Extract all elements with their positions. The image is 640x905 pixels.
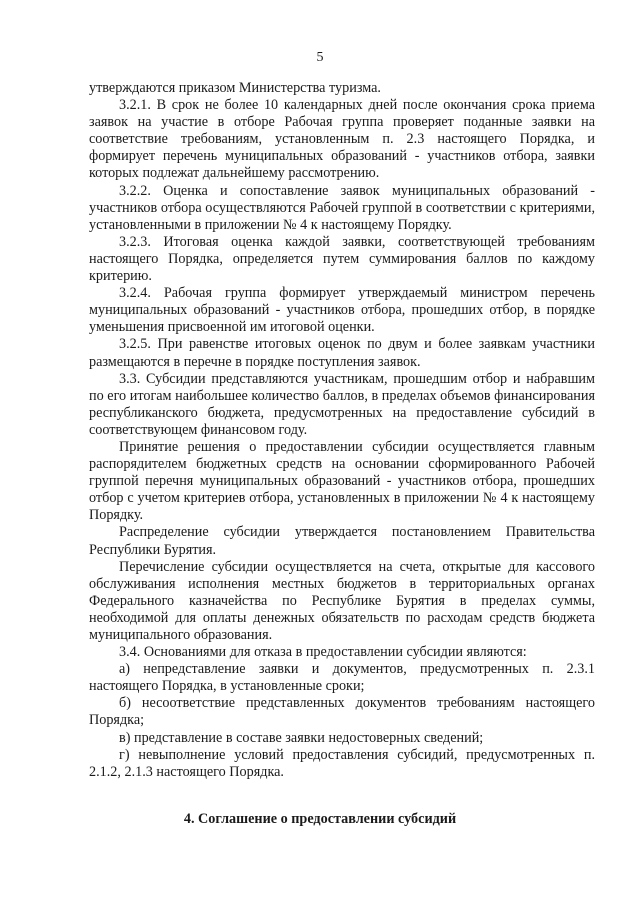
paragraph-3-2-3: 3.2.3. Итоговая оценка каждой заявки, соответствующей требованиям настоящего Порядка, определяется путем суммирования баллов по каждому критерию.: [89, 233, 595, 285]
page-number: 5: [316, 50, 324, 65]
paragraph-continuation: утверждаются приказом Министерства туризма.: [89, 80, 381, 96]
paragraph-distribution: Распределение субсидии утверждается постановлением Правительства Республики Бурятия.: [89, 524, 595, 558]
paragraph-3-2-1: 3.2.1. В срок не более 10 календарных дней после окончания срока приема заявок на участие в отборе Рабочая группа проверяет поданные заявки на соответствие требованиям, установленным п. 2.3 настоящего Порядка, и формирует перечень муниципальных образований - участников отбора, заявки которых подлежат дальнейшему рассмотрению.: [89, 97, 595, 182]
list-item-b: б) несоответствие представленных документов требованиям настоящего Порядка;: [89, 695, 595, 729]
list-item-g: г) невыполнение условий предоставления субсидий, предусмотренных п. 2.1.2, 2.1.3 настоящего Порядка.: [89, 746, 595, 780]
paragraph-3-2-2: 3.2.2. Оценка и сопоставление заявок муниципальных образований - участников отбора осуществляются Рабочей группой в соответствии с критериями, установленными в приложении № 4 к настоящему Порядку.: [89, 182, 595, 233]
paragraph-3-2-5: 3.2.5. При равенстве итоговых оценок по двум и более заявкам участники размещаются в перечне в порядке поступления заявок.: [89, 336, 595, 370]
list-item-v: в) представление в составе заявки недостоверных сведений;: [119, 729, 484, 746]
paragraph-3-4: 3.4. Основаниями для отказа в предоставлении субсидии являются:: [119, 644, 527, 661]
document-body: [89, 80, 595, 781]
paragraph-3-2-4: 3.2.4. Рабочая группа формирует утверждаемый министром перечень муниципальных образований - участников отбора, прошедших отбор, в порядке уменьшения присвоенной им итоговой оценки.: [89, 285, 595, 336]
list-item-a: а) непредставление заявки и документов, предусмотренных п. 2.3.1 настоящего Порядка, в установленные сроки;: [89, 661, 595, 695]
paragraph-decision: Принятие решения о предоставлении субсидии осуществляется главным распорядителем бюджетных средств на основании сформированного Рабочей группой перечня муниципальных образований - участников отбора, прошедших отбор с учетом критериев отбора, установленных в приложении № 4 к настоящему Порядку.: [89, 438, 595, 524]
paragraph-3-3: 3.3. Субсидии представляются участникам, прошедшим отбор и набравшим по его итогам наибольшее количество баллов, в пределах объемов финансирования республиканского бюджета, предусмотренных на предоставление субсидий в соответствующем финансовом году.: [89, 370, 595, 438]
paragraph-transfer: Перечисление субсидии осуществляется на счета, открытые для кассового обслуживания исполнения местных бюджетов в территориальных органах Федерального казначейства по Республике Бурятия в пределах суммы, необходимой для оплаты денежных обязательств по расходам средств бюджета муниципального образования.: [89, 558, 595, 643]
section-heading: 4. Соглашение о предоставлении субсидий: [183, 811, 457, 827]
